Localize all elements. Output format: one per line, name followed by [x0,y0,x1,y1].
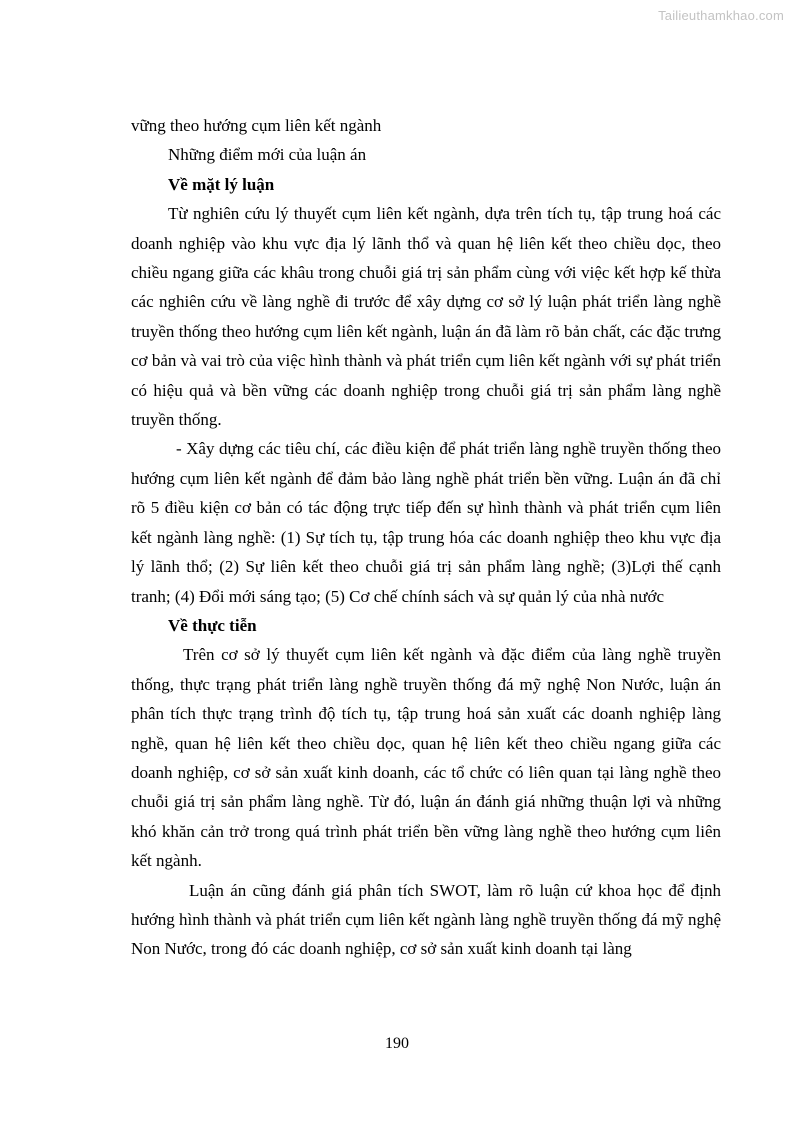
heading-theory: Về mặt lý luận [168,174,275,194]
paragraph-practice-2: Luận án cũng đánh giá phân tích SWOT, làm rõ luận cứ khoa học để định hướng hình thành và phát triển cụm liên kết ngành làng nghề truyền thống đá mỹ nghệ Non Nước, trong đó các doanh nghiệp, cơ sở sản xuất kinh doanh tại làng [131,880,721,959]
paragraph-theory-2: - Xây dựng các tiêu chí, các điều kiện để phát triển làng nghề truyền thống theo hướng cụm liên kết ngành để đảm bảo làng nghề phát triển bền vững. Luận án đã chỉ rõ 5 điều kiện cơ bản có tác động trực tiếp đến sự hình thành và phát triển cụm liên kết ngành làng nghề: (1) Sự tích tụ, tập trung hóa các doanh nghiệp theo khu vực địa lý lãnh thổ; (2) Sự liên kết theo chuỗi giá trị sản phẩm làng nghề; (3)Lợi thế cạnh tranh; (4) Đổi mới sáng tạo; (5) Cơ chế chính sách và sự quản lý của nhà nước [131,439,721,606]
page-number: 190 [385,1035,409,1052]
heading-practice: Về thực tiễn [168,615,257,635]
paragraph-continuation: vững theo hướng cụm liên kết ngành [131,116,382,135]
line-new-points: Những điểm mới của luận án [168,145,367,165]
paragraph-practice-1: Trên cơ sở lý thuyết cụm liên kết ngành và đặc điểm của làng nghề truyền thống, thực trạng phát triển làng nghề truyền thống đá mỹ nghệ Non Nước, luận án phân tích thực trạng trình độ tích tụ, tập trung hoá sản xuất các doanh nghiệp làng nghề, quan hệ liên kết theo chiều dọc, quan hệ liên kết theo chiều ngang giữa các doanh nghiệp, cơ sở sản xuất kinh doanh, các tổ chức có liên quan tại làng nghề theo chuỗi giá trị sản phẩm làng nghề. Từ đó, luận án đánh giá những thuận lợi và những khó khăn cản trở trong quá trình phát triển bền vững làng nghề theo hướng cụm liên kết ngành. [131,645,721,871]
document-body [131,111,721,964]
paragraph-theory-1: Từ nghiên cứu lý thuyết cụm liên kết ngành, dựa trên tích tụ, tập trung hoá các doanh nghiệp vào khu vực địa lý lãnh thổ và quan hệ liên kết theo chiều dọc, theo chiều ngang giữa các khâu trong chuỗi giá trị sản phẩm cùng với việc kết hợp kế thừa các nghiên cứu về làng nghề đi trước để xây dựng cơ sở lý luận phát triển làng nghề truyền thống theo hướng cụm liên kết ngành, luận án đã làm rõ bản chất, các đặc trưng cơ bản và vai trò của việc hình thành và phát triển cụm liên kết ngành với sự phát triển có hiệu quả và bền vững các doanh nghiệp trong chuỗi giá trị sản phẩm làng nghề truyền thống. [131,204,721,430]
watermark-text: Tailieuthamkhao.com [658,8,784,23]
